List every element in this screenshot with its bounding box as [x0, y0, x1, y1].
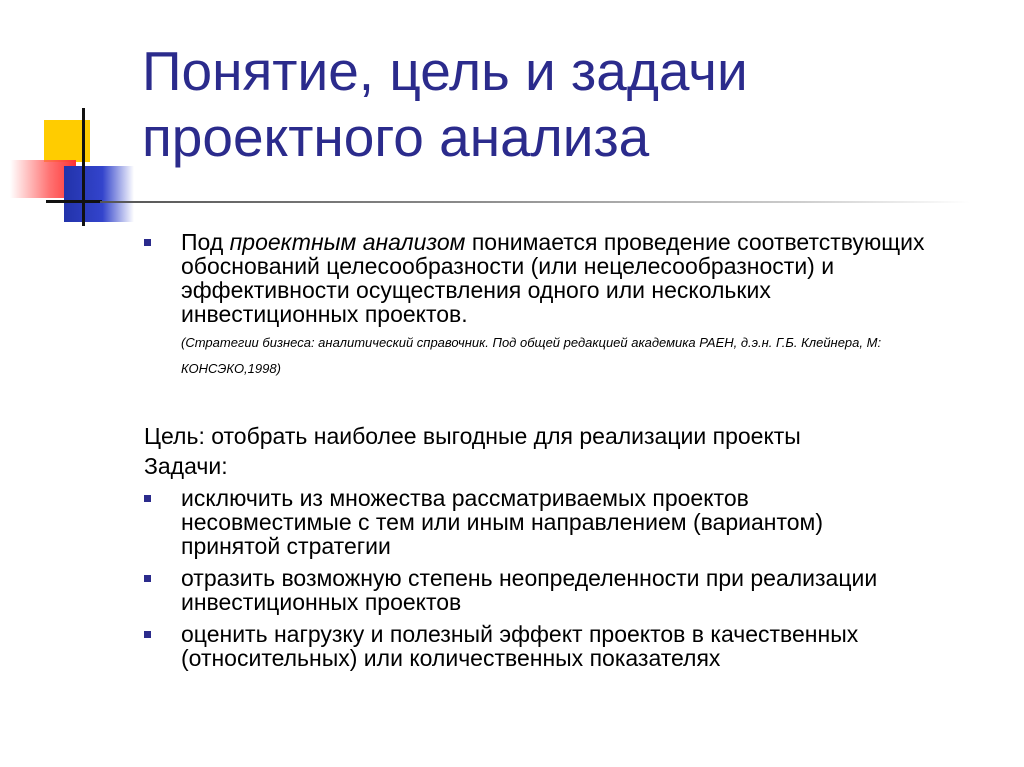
citation-line-1: (Стратегии бизнеса: аналитический справочник. Под общей редакцией академика РАЕН, д.э.н. Г.Б. Клейнера, М:	[181, 335, 882, 350]
title-line-2: проектного анализа	[142, 106, 650, 168]
slide-title	[142, 38, 982, 170]
task-3-line-1: оценить нагрузку и полезный эффект проектов в качественных	[181, 621, 859, 647]
title-divider	[100, 201, 970, 203]
decorative-blue-gradient	[64, 166, 134, 222]
square-bullet-icon	[144, 631, 151, 638]
task-2-line-1: отразить возможную степень неопределенности при реализации	[181, 565, 878, 591]
task-item	[144, 486, 1004, 558]
task-1-line-1: исключить из множества рассматриваемых проектов	[181, 485, 749, 511]
citation	[181, 330, 1004, 382]
title-line-1: Понятие, цель и задачи	[142, 40, 748, 102]
definition-line-1: понимается проведение соответствующих	[465, 229, 925, 255]
square-bullet-icon	[144, 239, 151, 246]
goal-text: Цель: отобрать наиболее выгодные для реализации проекты	[144, 423, 801, 449]
definition-text	[181, 230, 1004, 382]
definition-bullet	[144, 230, 1004, 382]
slide-content	[144, 230, 1004, 670]
decorative-horizontal-line	[46, 200, 102, 203]
decorative-vertical-line	[82, 108, 85, 226]
task-2-line-2: инвестиционных проектов	[181, 589, 462, 615]
square-bullet-icon	[144, 495, 151, 502]
definition-line-2: обоснований целесообразности (или нецелесообразности) и	[181, 253, 835, 279]
square-bullet-icon	[144, 575, 151, 582]
definition-term: проектным анализом	[229, 229, 466, 255]
definition-prefix: Под	[181, 229, 230, 255]
task-1-line-2: несовместимые с тем или иным направлением (вариантом)	[181, 509, 824, 535]
task-3-line-2: (относительных) или количественных показателях	[181, 645, 721, 671]
task-item	[144, 566, 1004, 614]
task-item	[144, 622, 1004, 670]
definition-line-3: эффективности осуществления одного или нескольких	[181, 277, 771, 303]
task-1-line-3: принятой стратегии	[181, 533, 391, 559]
citation-line-2: КОНСЭКО,1998)	[181, 361, 281, 376]
tasks-heading: Задачи:	[144, 453, 228, 479]
definition-line-4: инвестиционных проектов.	[181, 301, 468, 327]
